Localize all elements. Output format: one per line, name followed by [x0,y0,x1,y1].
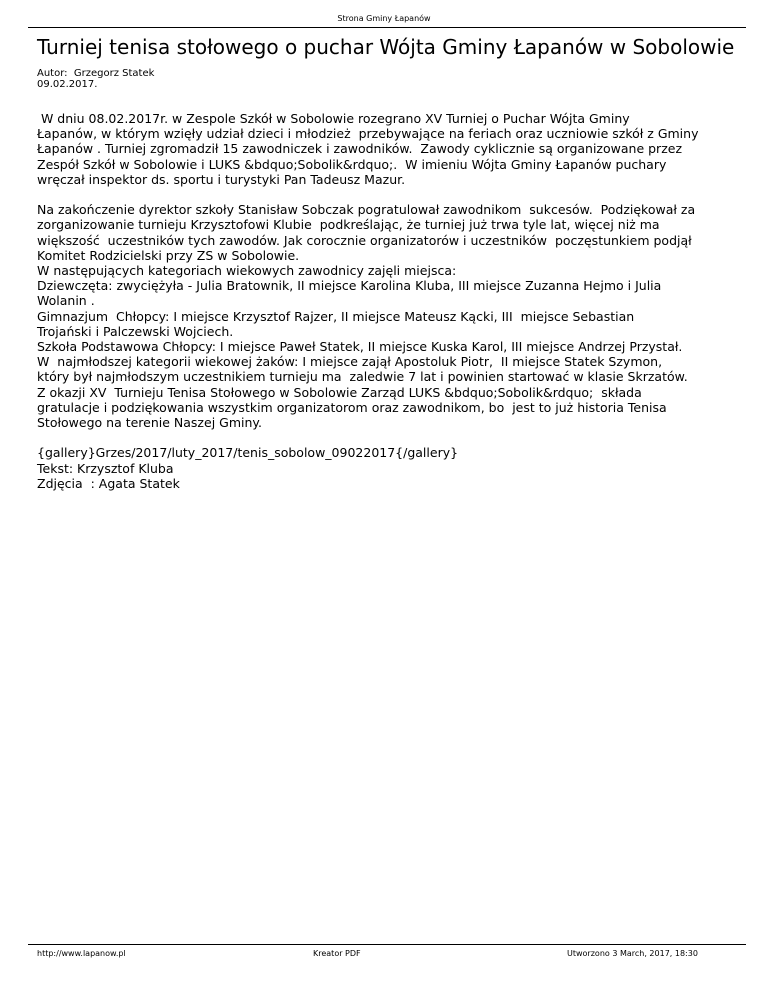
paragraph-1 [37,111,753,187]
text-line: zorganizowanie turnieju Krzysztofowi Klubie podkreślając, że turniej już trwa tyle lat, więcej niż ma [37,217,660,233]
author-line: Autor: Grzegorz Statek [37,68,155,79]
text-line: Na zakończenie dyrektor szkoły Stanisław Sobczak pogratulował zawodnikom sukcesów. Podziękował za [37,202,696,218]
text-line: Wolanin . [37,293,95,309]
text-line: W następujących kategoriach wiekowych zawodnicy zajęli miejsca: [37,263,457,279]
publish-date: 09.02.2017. [37,79,98,90]
text-line: Łapanów, w którym wzięły udział dzieci i młodzież przebywające na feriach oraz uczniowie szkół z Gminy [37,126,699,142]
text-line: Gimnazjum Chłopcy: I miejsce Krzysztof Rajzer, II miejsce Mateusz Kącki, III miejsce Sebastian [37,308,635,324]
site-header: Strona Gminy Łapanów [337,14,431,23]
paragraph-3 [37,445,753,491]
text-line: Zespół Szkół w Sobolowie i LUKS &bdquo;Sobolik&rdquo;. W imieniu Wójta Gminy Łapanów puchary [37,156,667,172]
article-title: Turniej tenisa stołowego o puchar Wójta Gminy Łapanów w Sobolowie [37,35,735,59]
text-line: Komitet Rodzicielski przy ZS w Sobolowie. [37,247,300,263]
text-line: Łapanów . Turniej zgromadził 15 zawodniczek i zawodników. Zawody cyklicznie są organizowane przez [37,141,683,157]
gallery-tag: {gallery}Grzes/2017/luty_2017/tenis_sobolow_09022017{/gallery} [37,445,459,461]
text-line: większość uczestników tych zawodów. Jak corocznie organizatorów i uczestników poczęstunkiem podjął [37,232,692,248]
article-meta [37,68,154,90]
text-line: Dziewczęta: zwyciężyła - Julia Bratownik, II miejsce Karolina Kluba, III miejsce Zuzanna Hejmo i Julia [37,278,662,294]
article-body [37,111,753,491]
photo-credit: Zdjęcia : Agata Statek [37,475,180,491]
paragraph-2 [37,202,753,430]
text-line: gratulacje i podziękowania wszystkim organizatorom oraz zawodnikom, bo jest to już historia Tenisa [37,399,667,415]
text-line: wręczał inspektor ds. sportu i turystyki Pan Tadeusz Mazur. [37,171,406,187]
text-line: Trojański i Palczewski Wojciech. [37,323,234,339]
footer-created: Utworzono 3 March, 2017, 18:30 [567,949,698,958]
header-divider [28,27,746,28]
footer-generator: Kreator PDF [313,949,361,958]
text-credit: Tekst: Krzysztof Kluba [37,460,174,476]
text-line: W najmłodszej kategorii wiekowej żaków: I miejsce zajął Apostoluk Piotr, II miejsce Statek Szymon, [37,354,663,370]
text-line: Stołowego na terenie Naszej Gminy. [37,415,262,431]
footer-divider [28,944,746,945]
text-line: Szkoła Podstawowa Chłopcy: I miejsce Paweł Statek, II miejsce Kuska Karol, III miejsce Andrzej Przystał. [37,339,683,355]
footer-url[interactable]: http://www.lapanow.pl [37,949,126,958]
text-line: który był najmłodszym uczestnikiem turnieju ma zaledwie 7 lat i powinien startować w klasie Skrzatów. [37,369,688,385]
text-line: Z okazji XV Turnieju Tenisa Stołowego w Sobolowie Zarząd LUKS &bdquo;Sobolik&rdquo; składa [37,384,642,400]
text-line: W dniu 08.02.2017r. w Zespole Szkół w Sobolowie rozegrano XV Turniej o Puchar Wójta Gminy [37,111,630,126]
